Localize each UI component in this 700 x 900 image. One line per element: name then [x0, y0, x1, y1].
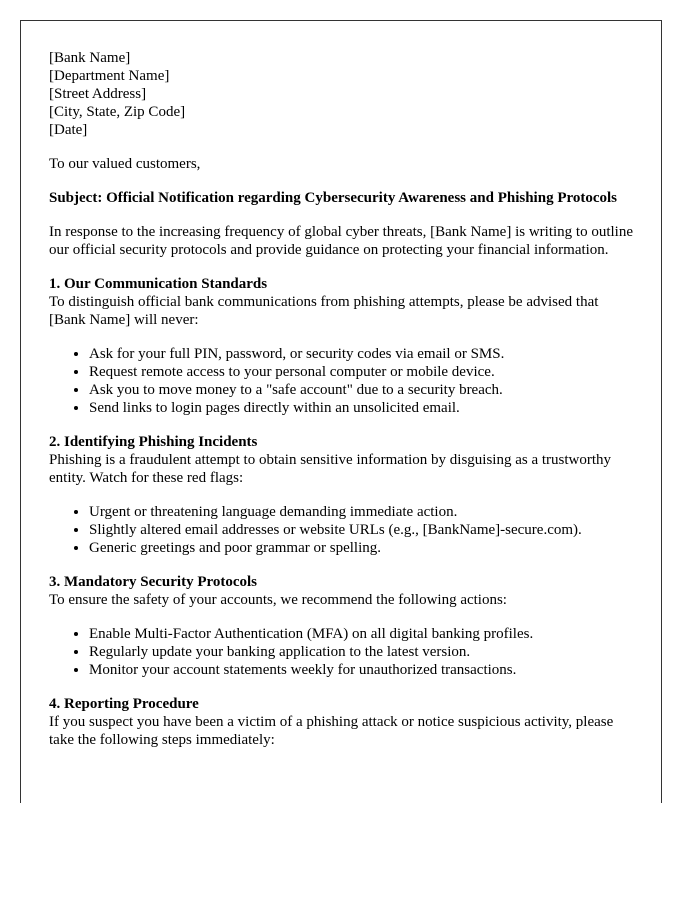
section-text: Phishing is a fraudulent attempt to obtain sensitive information by disguising as a trustworthy entity. Watch for these red flags: — [49, 452, 612, 486]
list-item: • Enable Multi-Factor Authentication (MFA) on all digital banking profiles. — [89, 625, 633, 643]
city-state-zip: [City, State, Zip Code] — [49, 104, 186, 120]
date: [Date] — [49, 122, 88, 138]
list-item: • Request remote access to your personal computer or mobile device. — [89, 363, 633, 381]
intro-paragraph: In response to the increasing frequency of global cyber threats, [Bank Name] is writing to outline our official security protocols and provide guidance on protecting your financial information. — [49, 224, 633, 258]
section-heading: 3. Mandatory Security Protocols — [49, 574, 258, 590]
list-item: • Send links to login pages directly within an unsolicited email. — [89, 399, 633, 417]
sender-address — [49, 49, 633, 139]
section-heading: 4. Reporting Procedure — [49, 696, 199, 712]
street-address: [Street Address] — [49, 86, 147, 102]
subject-line: Subject: Official Notification regarding Cybersecurity Awareness and Phishing Protocols — [49, 190, 618, 206]
list-item: • Monitor your account statements weekly for unauthorized transactions. — [89, 661, 633, 679]
bank-name: [Bank Name] — [49, 50, 131, 66]
list-item: • Regularly update your banking application to the latest version. — [89, 643, 633, 661]
list-item: • Ask you to move money to a "safe account" due to a security breach. — [89, 381, 633, 399]
list-item: • Ask for your full PIN, password, or security codes via email or SMS. — [89, 345, 633, 363]
bullet-list — [49, 625, 633, 679]
section-heading: 1. Our Communication Standards — [49, 276, 268, 292]
section-text: If you suspect you have been a victim of a phishing attack or notice suspicious activity, please take the following steps immediately: — [49, 714, 614, 748]
list-item: • Slightly altered email addresses or website URLs (e.g., [BankName]-secure.com). — [89, 521, 633, 539]
section-heading: 2. Identifying Phishing Incidents — [49, 434, 258, 450]
list-item: • Urgent or threatening language demanding immediate action. — [89, 503, 633, 521]
section-text: To ensure the safety of your accounts, we recommend the following actions: — [49, 592, 507, 608]
list-item: • Generic greetings and poor grammar or spelling. — [89, 539, 633, 557]
section-text: To distinguish official bank communications from phishing attempts, please be advised that [Bank Name] will never: — [49, 294, 599, 328]
salutation: To our valued customers, — [49, 156, 201, 172]
bullet-list — [49, 345, 633, 417]
letter-page — [20, 20, 662, 803]
bullet-list — [49, 503, 633, 557]
department-name: [Department Name] — [49, 68, 170, 84]
